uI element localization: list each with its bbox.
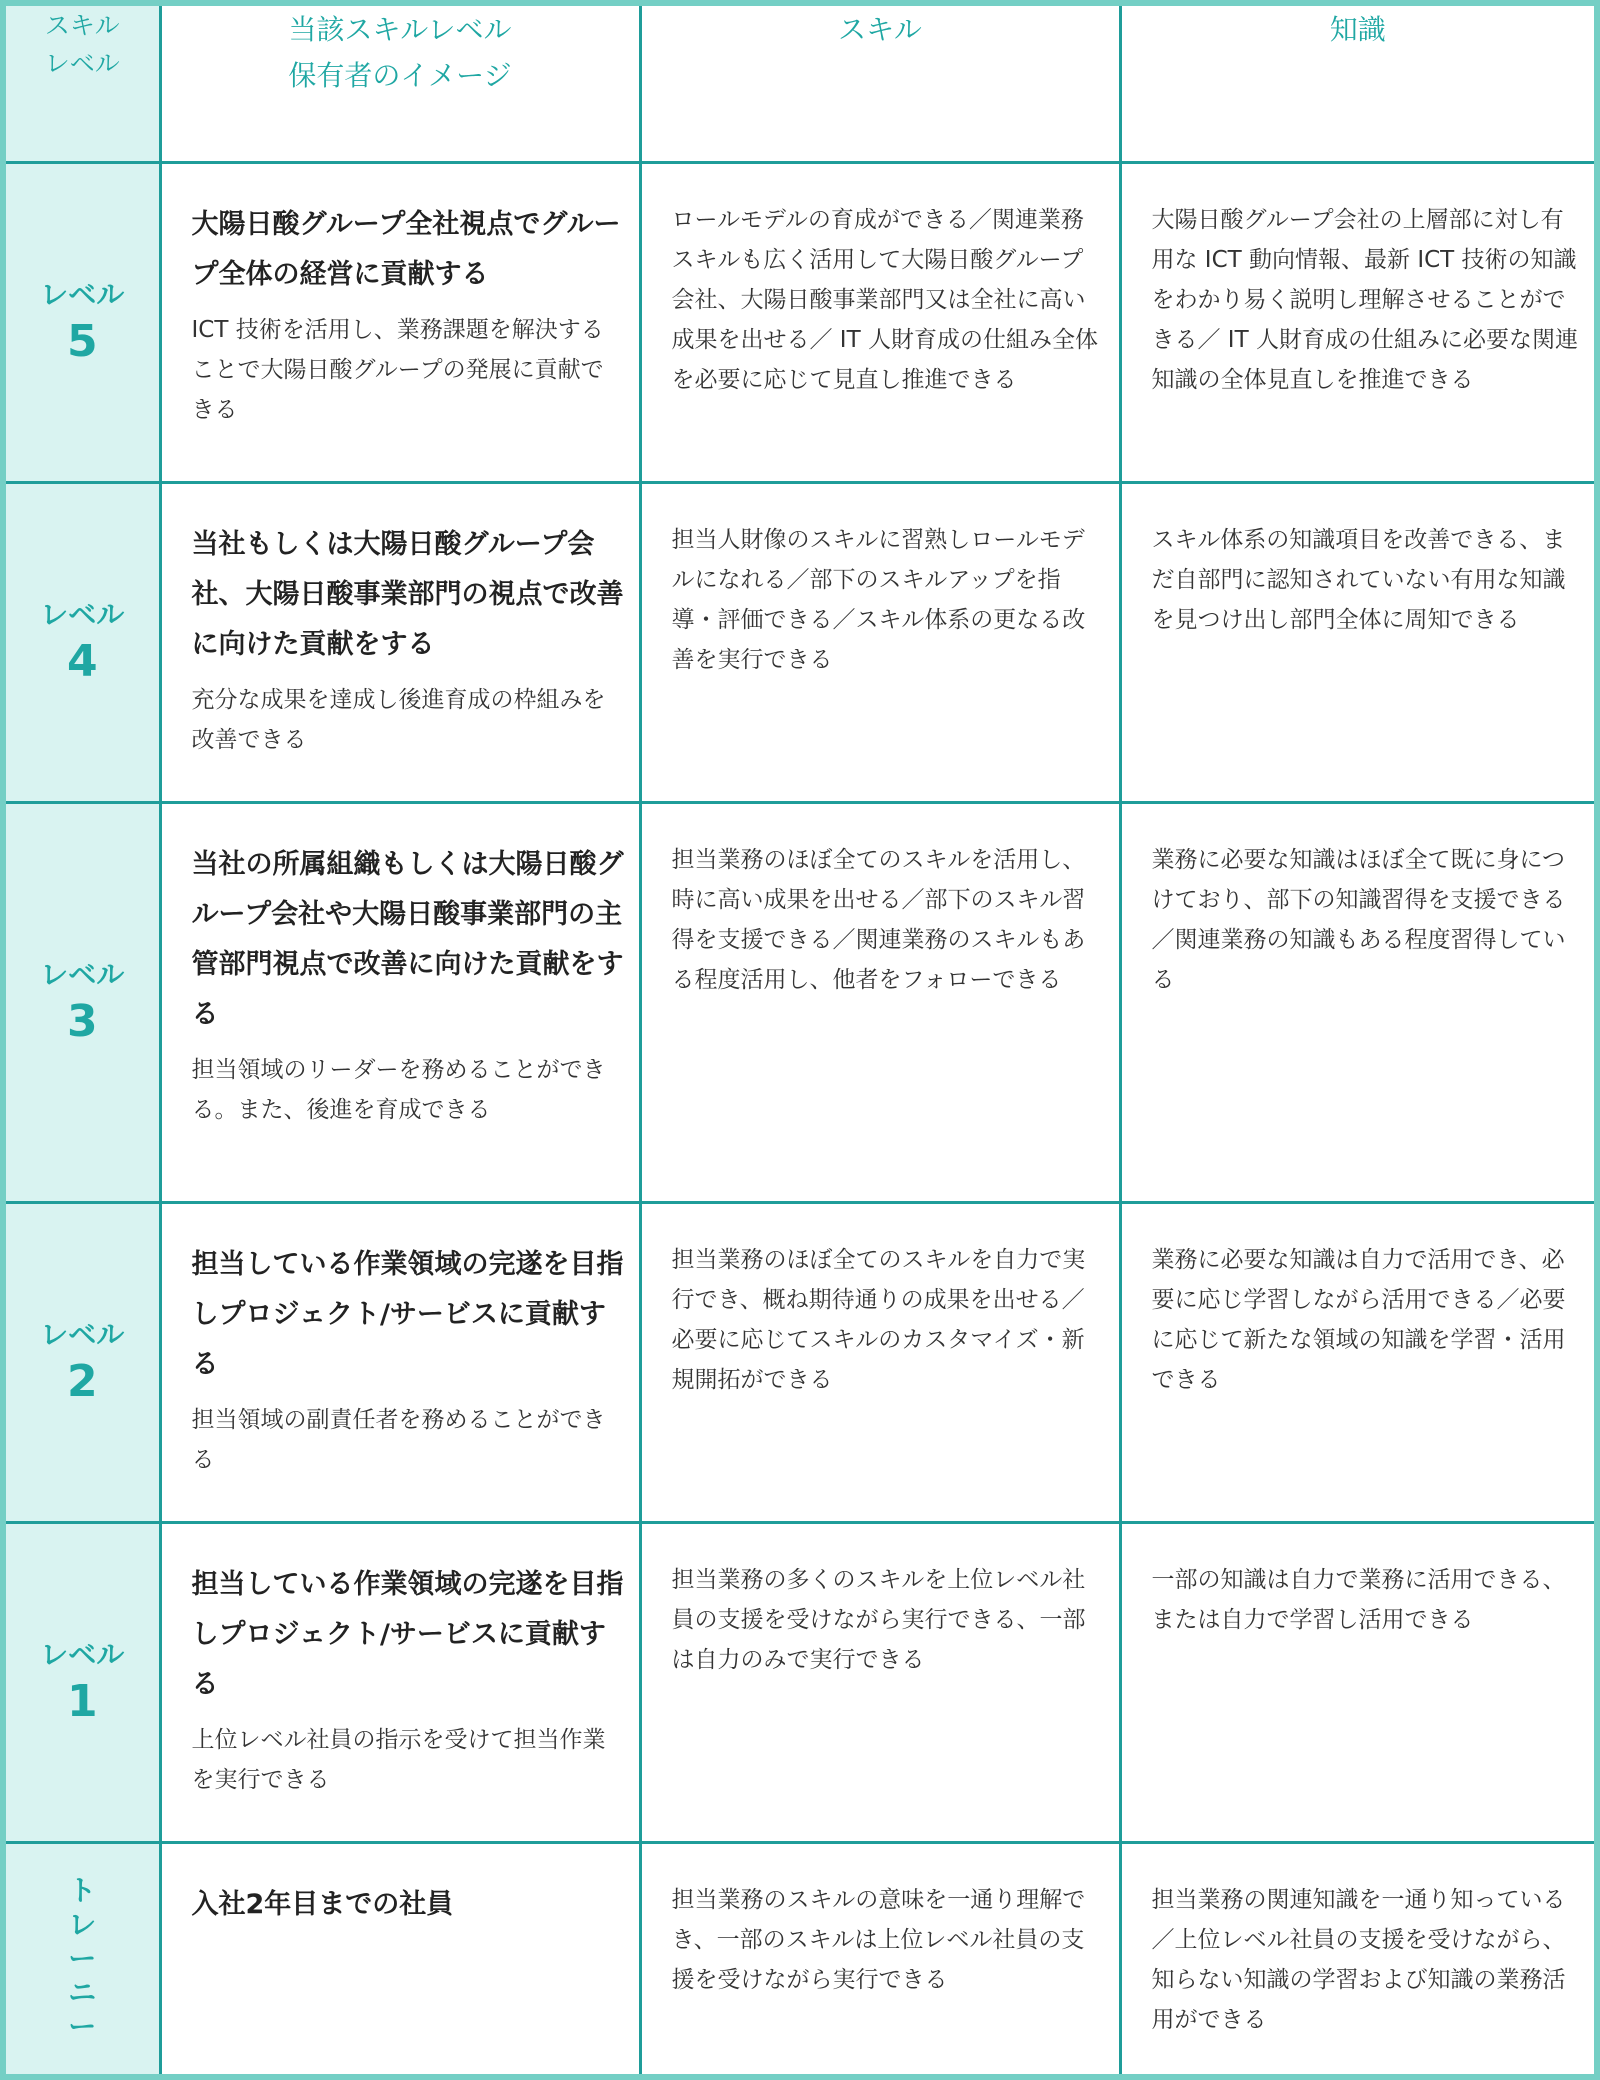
skill-cell <box>640 1202 1120 1522</box>
level-cell <box>6 1202 160 1522</box>
level-label: レベル <box>40 1318 125 1351</box>
image-description: ICT 技術を活用し、業務課題を解決することで大陽日酸グループの発展に貢献できる <box>191 316 604 423</box>
level-cell <box>6 1522 160 1842</box>
knowledge-text: 業務に必要な知識はほぼ全て既に身につけており、部下の知識習得を支援できる／関連業務の知識もある程度習得している <box>1151 846 1566 993</box>
image-cell <box>160 482 640 802</box>
image-cell <box>160 802 640 1202</box>
skill-cell <box>640 162 1120 482</box>
header-image <box>160 6 640 162</box>
level-label: レベル <box>40 1638 125 1671</box>
level-number: 1 <box>66 1676 98 1727</box>
image-title: 担当している作業領域の完遂を目指しプロジェクト/サービスに貢献する <box>191 1568 624 1700</box>
skill-text: ロールモデルの育成ができる／関連業務スキルも広く活用して大陽日酸グループ会社、大陽日酸事業部門又は全社に高い成果を出せる／ IT 人財育成の仕組み全体を必要に応じて見直し推進できる <box>671 206 1098 393</box>
knowledge-cell <box>1120 482 1594 802</box>
image-cell <box>160 162 640 482</box>
header-knowledge <box>1120 6 1594 162</box>
knowledge-text: 業務に必要な知識は自力で活用でき、必要に応じ学習しながら活用できる／必要に応じて新たな領域の知識を学習・活用できる <box>1151 1246 1566 1393</box>
level-number: 2 <box>66 1356 98 1407</box>
image-title: 担当している作業領域の完遂を目指しプロジェクト/サービスに貢献する <box>191 1248 624 1380</box>
image-description: 上位レベル社員の指示を受けて担当作業を実行できる <box>191 1726 606 1793</box>
header-knowledge-text: 知識 <box>1329 13 1386 46</box>
level-label: トレーニー <box>68 1873 97 2043</box>
level-number: 3 <box>66 996 98 1047</box>
skill-text: 担当業務のほぼ全てのスキルを活用し、時に高い成果を出せる／部下のスキル習得を支援できる／関連業務のスキルもある程度活用し、他者をフォローできる <box>671 846 1086 993</box>
skill-cell <box>640 482 1120 802</box>
image-description: 充分な成果を達成し後進育成の枠組みを改善できる <box>191 686 606 753</box>
level-number: 4 <box>66 636 98 687</box>
header-skill-text: スキル <box>838 13 922 46</box>
level-cell <box>6 802 160 1202</box>
image-description: 担当領域のリーダーを務めることができる。また、後進を育成できる <box>191 1056 606 1123</box>
knowledge-text: スキル体系の知識項目を改善できる、まだ自部門に認知されていない有用な知識を見つけ出し部門全体に周知できる <box>1151 526 1566 633</box>
skill-text: 担当業務の多くのスキルを上位レベル社員の支援を受けながら実行できる、一部は自力のみで実行できる <box>671 1566 1086 1673</box>
image-title: 当社の所属組織もしくは大陽日酸グループ会社や大陽日酸事業部門の主管部門視点で改善に向けた貢献をする <box>191 848 624 1030</box>
header-image-text: 当該スキルレベル 保有者のイメージ <box>288 13 512 92</box>
skill-level-table <box>6 6 1594 2074</box>
image-title: 当社もしくは大陽日酸グループ会社、大陽日酸事業部門の視点で改善に向けた貢献をする <box>191 528 624 660</box>
image-title: 入社2年目までの社員 <box>191 1888 454 1920</box>
knowledge-cell <box>1120 802 1594 1202</box>
image-cell <box>160 1202 640 1522</box>
table-row <box>6 1842 1594 2074</box>
knowledge-cell <box>1120 162 1594 482</box>
image-cell <box>160 1842 640 2074</box>
level-cell <box>6 482 160 802</box>
skill-cell <box>640 802 1120 1202</box>
image-cell <box>160 1522 640 1842</box>
level-label: レベル <box>40 958 125 991</box>
skill-cell <box>640 1522 1120 1842</box>
table-row <box>6 1522 1594 1842</box>
level-label: レベル <box>40 598 125 631</box>
image-title: 大陽日酸グループ全社視点でグループ全体の経営に貢献する <box>191 208 621 290</box>
skill-text: 担当業務のスキルの意味を一通り理解でき、一部のスキルは上位レベル社員の支援を受けながら実行できる <box>671 1886 1086 1993</box>
skill-text: 担当人財像のスキルに習熟しロールモデルになれる／部下のスキルアップを指導・評価できる／スキル体系の更なる改善を実行できる <box>671 526 1086 673</box>
header-skill <box>640 6 1120 162</box>
header-level-text: スキル レベル <box>44 11 120 78</box>
image-description: 担当領域の副責任者を務めることができる <box>191 1406 606 1473</box>
knowledge-text: 一部の知識は自力で業務に活用できる、または自力で学習し活用できる <box>1151 1566 1566 1633</box>
knowledge-cell <box>1120 1522 1594 1842</box>
level-cell <box>6 162 160 482</box>
table-row <box>6 1202 1594 1522</box>
table-row <box>6 162 1594 482</box>
header-row <box>6 6 1594 162</box>
knowledge-cell <box>1120 1842 1594 2074</box>
skill-cell <box>640 1842 1120 2074</box>
table-row <box>6 482 1594 802</box>
level-number: 5 <box>66 316 98 367</box>
skill-text: 担当業務のほぼ全てのスキルを自力で実行でき、概ね期待通りの成果を出せる／必要に応じてスキルのカスタマイズ・新規開拓ができる <box>671 1246 1086 1393</box>
knowledge-text: 担当業務の関連知識を一通り知っている／上位レベル社員の支援を受けながら、知らない知識の学習および知識の業務活用ができる <box>1151 1886 1566 2033</box>
header-level <box>6 6 160 162</box>
knowledge-cell <box>1120 1202 1594 1522</box>
knowledge-text: 大陽日酸グループ会社の上層部に対し有用な ICT 動向情報、最新 ICT 技術の知識をわかり易く説明し理解させることができる／ IT 人財育成の仕組みに必要な関連知識の全体見直しを推進できる <box>1151 206 1578 393</box>
level-label: レベル <box>40 278 125 311</box>
table-row <box>6 802 1594 1202</box>
level-cell <box>6 1842 160 2074</box>
